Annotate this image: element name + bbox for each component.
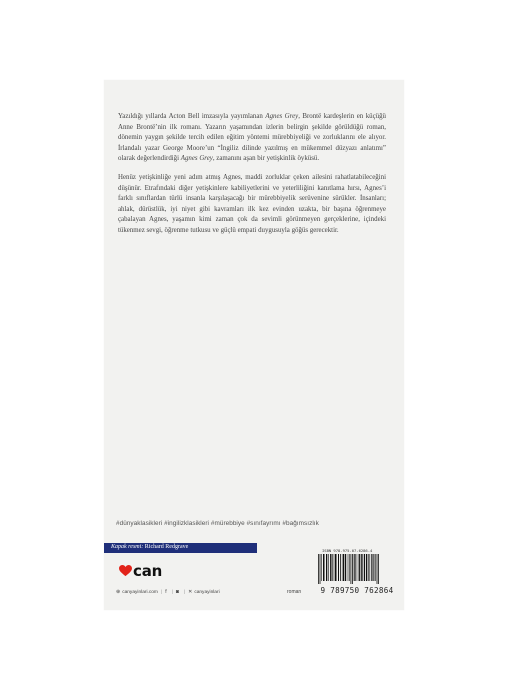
barcode-bar	[330, 554, 331, 581]
barcode-bar	[370, 554, 371, 581]
globe-icon: ⊕	[116, 589, 121, 595]
blurb-text	[118, 112, 386, 245]
book-title-italic: Agnes Grey	[180, 155, 213, 163]
website-text: canyayinlari.com	[122, 589, 158, 595]
twitter-icon: ✕	[188, 589, 193, 595]
book-title-italic: Agnes Grey	[265, 113, 299, 120]
barcode-bar	[349, 554, 350, 581]
barcode-bar	[375, 554, 376, 581]
blurb-paragraph-1: Yazıldığı yıllarda Acton Bell imzasıyla yayımlanan Agnes Grey, Brontë kardeşlerin en küçüğü Anne Brontë’nin ilk romanı. Yazarın yaşamından izlerin belirgin şekilde görüldüğü roman, dönemin yaygın şekilde tercih edilen eğitim yöntemi mürebbiyeliği ve zorluklarını ele alıyor. İrlandalı yazar George Moore’un “İngiliz dilinde yazılmış en mükemmel düzyazı anlatımı” olarak değerlendirdiği Agnes Grey, zamanını aşan bir yetişkinlik öyküsü.	[118, 113, 386, 163]
barcode-bar	[371, 554, 372, 581]
barcode	[318, 554, 396, 584]
barcode-bar	[351, 554, 352, 584]
barcode-number: 9 789750 762864	[320, 586, 394, 595]
instagram-icon: ◙	[175, 589, 179, 595]
isbn-text: ISBN 978-975-07-6286-4	[322, 548, 373, 553]
barcode-bar	[348, 554, 349, 581]
blurb-paragraph-2: Henüz yetişkinliğe yeni adım atmış Agnes, maddi zorluklar çeken ailesini rahatlatabileceğini düşünür. Etrafındaki diğer yetişkinlere kabiliyetlerini ve yeterliliğini kanıtlama hırsı, Agnes’i farklı sınıflardan türlü insanla karşılaşacağı bir mürebbiyelik serüvenine sürükler. İnsanları; ahlak, dürüstlük, iyi niyet gibi kavramları ilk kez evinden uzakta, bir başına öğrenmeye çabalayan Agnes, yaşamın kimi zaman çok da sevimli görünmeyen gerçeklerine, içindeki tükenmez sevgi, öğrenme tutkusu ve güçlü empati duygusuyla göğüs gerecektir.	[118, 173, 386, 234]
barcode-bar	[323, 554, 325, 581]
barcode-bar	[326, 554, 327, 581]
barcode-bar	[364, 554, 365, 581]
barcode-bar	[352, 554, 353, 584]
genre-label: roman	[287, 589, 302, 595]
logo-wordmark: can	[133, 562, 163, 580]
barcode-bar	[368, 554, 369, 581]
cover-credit-bar	[104, 543, 257, 553]
social-handle: canyayinlari	[194, 589, 220, 595]
barcode-bar	[340, 554, 341, 581]
barcode-bar	[335, 554, 337, 581]
barcode-bar	[373, 554, 374, 581]
barcode-bar	[334, 554, 335, 581]
barcode-bar	[355, 554, 356, 581]
barcode-bar	[359, 554, 360, 581]
barcode-bar	[345, 554, 347, 581]
facebook-icon: f	[165, 589, 167, 595]
barcode-bar	[361, 554, 362, 581]
barcode-bar	[358, 554, 359, 581]
barcode-bar	[378, 554, 379, 584]
barcode-bar	[321, 554, 322, 581]
barcode-bar	[377, 554, 378, 584]
barcode-bar	[328, 554, 329, 581]
publisher-footer	[116, 589, 220, 595]
book-back-cover	[104, 80, 404, 610]
barcode-bar	[318, 554, 319, 584]
cover-credit-text	[111, 544, 188, 550]
divider: |	[160, 589, 163, 595]
barcode-bar	[338, 554, 339, 581]
cover-credit-label: Kapak resmi:	[111, 544, 144, 550]
heart-icon	[119, 565, 132, 577]
barcode-bar	[366, 554, 367, 581]
hashtag-line: #dünyaklasikleri #ingilizklasikleri #mürebbiye #sınıfayrımı #bağımsızlık	[116, 520, 319, 527]
barcode-bar	[320, 554, 321, 584]
barcode-bar	[343, 554, 344, 581]
divider: |	[183, 589, 186, 595]
cover-credit-name: Richard Redgrave	[144, 544, 189, 550]
barcode-bar	[354, 554, 355, 581]
publisher-logo	[119, 562, 162, 580]
barcode-bar	[332, 554, 333, 581]
divider: |	[171, 589, 173, 595]
